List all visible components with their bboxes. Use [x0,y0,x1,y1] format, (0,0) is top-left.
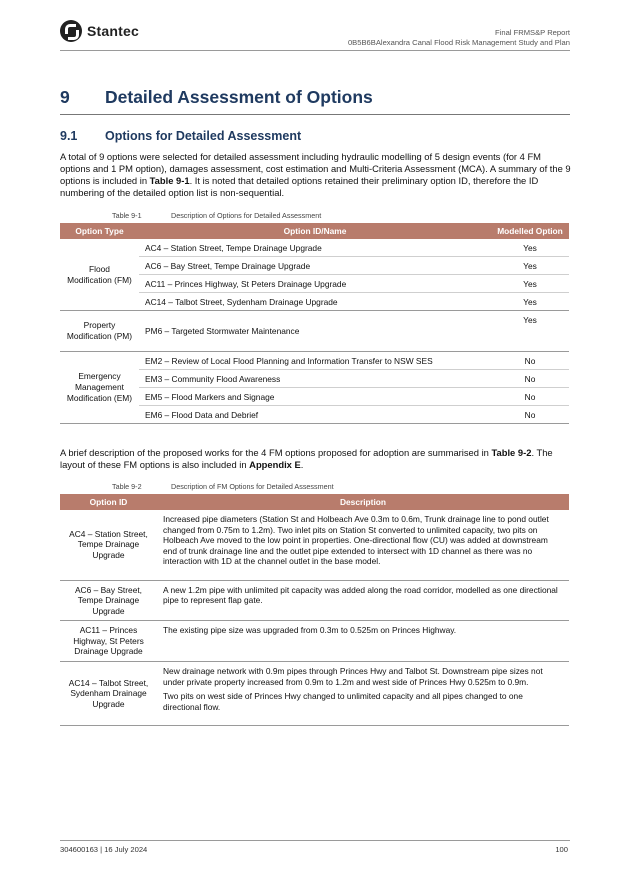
group-type-em: Emergency Management Modification (EM) [60,352,139,424]
table-9-1-caption [112,211,321,220]
description-text: Two pits on west side of Princes Hwy changed to unlimited capacity and all pipes changed to one directional flow. [163,691,523,712]
option-modelled: No [491,406,569,424]
footer-divider [60,840,570,841]
option-name: EM6 – Flood Data and Debrief [139,406,491,424]
para2-text-1: A brief description of the proposed works for the 4 FM options proposed for adoption are summarised in [60,447,492,458]
option-modelled: No [491,370,569,388]
option-modelled: Yes [491,311,569,352]
caption-number: Table 9-2 [112,482,142,491]
option-name: EM3 – Community Flood Awareness [139,370,491,388]
table-row [60,311,569,352]
appendix-e-ref[interactable]: Appendix E [249,459,301,470]
report-title: Final FRMS&P Report [495,28,570,37]
option-modelled: Yes [491,239,569,257]
option-name: AC6 – Bay Street, Tempe Drainage Upgrade [139,257,491,275]
option-name: AC4 – Station Street, Tempe Drainage Upgrade [139,239,491,257]
option-name: EM5 – Flood Markers and Signage [139,388,491,406]
option-name: AC14 – Talbot Street, Sydenham Drainage Upgrade [139,293,491,311]
col-header-modelled: Modelled Option [491,223,569,239]
table-header-row [60,223,569,239]
fm-summary-paragraph [60,447,572,471]
para2-text-3: . [300,459,304,470]
intro-paragraph [60,151,572,199]
col-header-option-name: Option ID/Name [139,223,491,239]
table-row [60,621,569,662]
table-9-2-caption [112,482,334,491]
header-divider [60,50,570,51]
section-heading [60,87,373,108]
intro-text-2: . It is noted that detailed options retained their preliminary option ID, therefore the ID numbering of the detailed option list is non-sequential. [60,175,539,198]
caption-text: Description of Options for Detailed Assessment [171,211,322,220]
description-text: A new 1.2m pipe with unlimited pit capacity was added along the road corridor, modelled as one directional pipe to represent flap gate. [163,584,558,606]
option-id: AC14 – Talbot Street, Sydenham Drainage Upgrade [60,662,157,726]
option-description [157,621,569,662]
option-modelled: Yes [491,293,569,311]
option-id: AC6 – Bay Street, Tempe Drainage Upgrade [60,580,157,621]
section-number: 9 [60,87,70,107]
table-ref-9-2[interactable]: Table 9-2 [491,447,532,458]
section-title: Detailed Assessment of Options [105,87,373,107]
option-modelled: Yes [491,257,569,275]
section-divider [60,114,570,115]
option-description [157,662,569,726]
option-id: AC4 – Station Street, Tempe Drainage Upgrade [60,510,157,580]
caption-number: Table 9-1 [112,211,142,220]
page-number: 100 [555,845,568,854]
stantec-logo-icon [60,20,82,42]
report-subtitle: 0B5B6BAlexandra Canal Flood Risk Management Study and Plan [347,38,570,47]
description-text: New drainage network with 0.9m pipes through Princes Hwy and Talbot St. Downstream pipe sizes not under private property increased from 0.9m to 1.2m and west side of Princes Hwy 0.525m to 0.9m. [163,666,543,687]
logo-text: Stantec [87,23,139,39]
table-row [60,662,569,726]
col-header-description: Description [157,494,569,510]
option-name: AC11 – Princes Highway, St Peters Drainage Upgrade [139,275,491,293]
option-name: EM2 – Review of Local Flood Planning and Information Transfer to NSW SES [139,352,491,370]
running-header [348,28,570,48]
subsection-title: Options for Detailed Assessment [105,129,302,143]
caption-text: Description of FM Options for Detailed Assessment [171,482,334,491]
group-type-fm: Flood Modification (FM) [60,239,139,311]
subsection-heading [60,129,301,143]
option-description [157,510,569,580]
description-text: Increased pipe diameters (Station St and Holbeach Ave 0.3m to 0.6m, Trunk drainage line to pond outlet changed from 0.75m to 1.2m). Two inlet pits on Station St converted to unlimited capacity, two pits on Holbeach Ave moved to the low point in properties. One-directional flow (CU) was added at downstream end of trunk drainage line and the outlet pipe extended to intersect with 1D channel as there was no interaction with 1D at the channel outlet in the base model. [163,514,549,567]
option-modelled: No [491,388,569,406]
intro-text-1: A total of 9 options were selected for detailed assessment including hydraulic modelling of 5 design events (for 4 FM options and 1 PM option), damages assessment, cost estimation and Multi-Criteria Assessment (MCA). A summary of the 9 options is included in [60,151,571,186]
option-modelled: No [491,352,569,370]
option-name: PM6 – Targeted Stormwater Maintenance [139,311,491,352]
subsection-number: 9.1 [60,129,78,143]
col-header-option-id: Option ID [60,494,157,510]
table-row [60,510,569,580]
option-id: AC11 – Princes Highway, St Peters Drainage Upgrade [60,621,157,662]
para2-text-2: . The layout of these FM options is also included in [60,447,553,470]
table-header-row [60,494,569,510]
col-header-option-type: Option Type [60,223,139,239]
stantec-logo [60,19,139,43]
option-modelled: Yes [491,275,569,293]
table-row [60,580,569,621]
table-row [60,239,569,257]
options-table [60,223,569,424]
group-type-pm: Property Modification (PM) [60,311,139,352]
description-text: The existing pipe size was upgraded from 0.3m to 0.525m on Princes Highway. [163,625,457,636]
table-ref-9-1[interactable]: Table 9-1 [149,175,190,186]
option-description [157,580,569,621]
footer-doc-info: 304600163 | 16 July 2024 [60,845,148,854]
table-row [60,352,569,370]
fm-options-table [60,494,569,726]
